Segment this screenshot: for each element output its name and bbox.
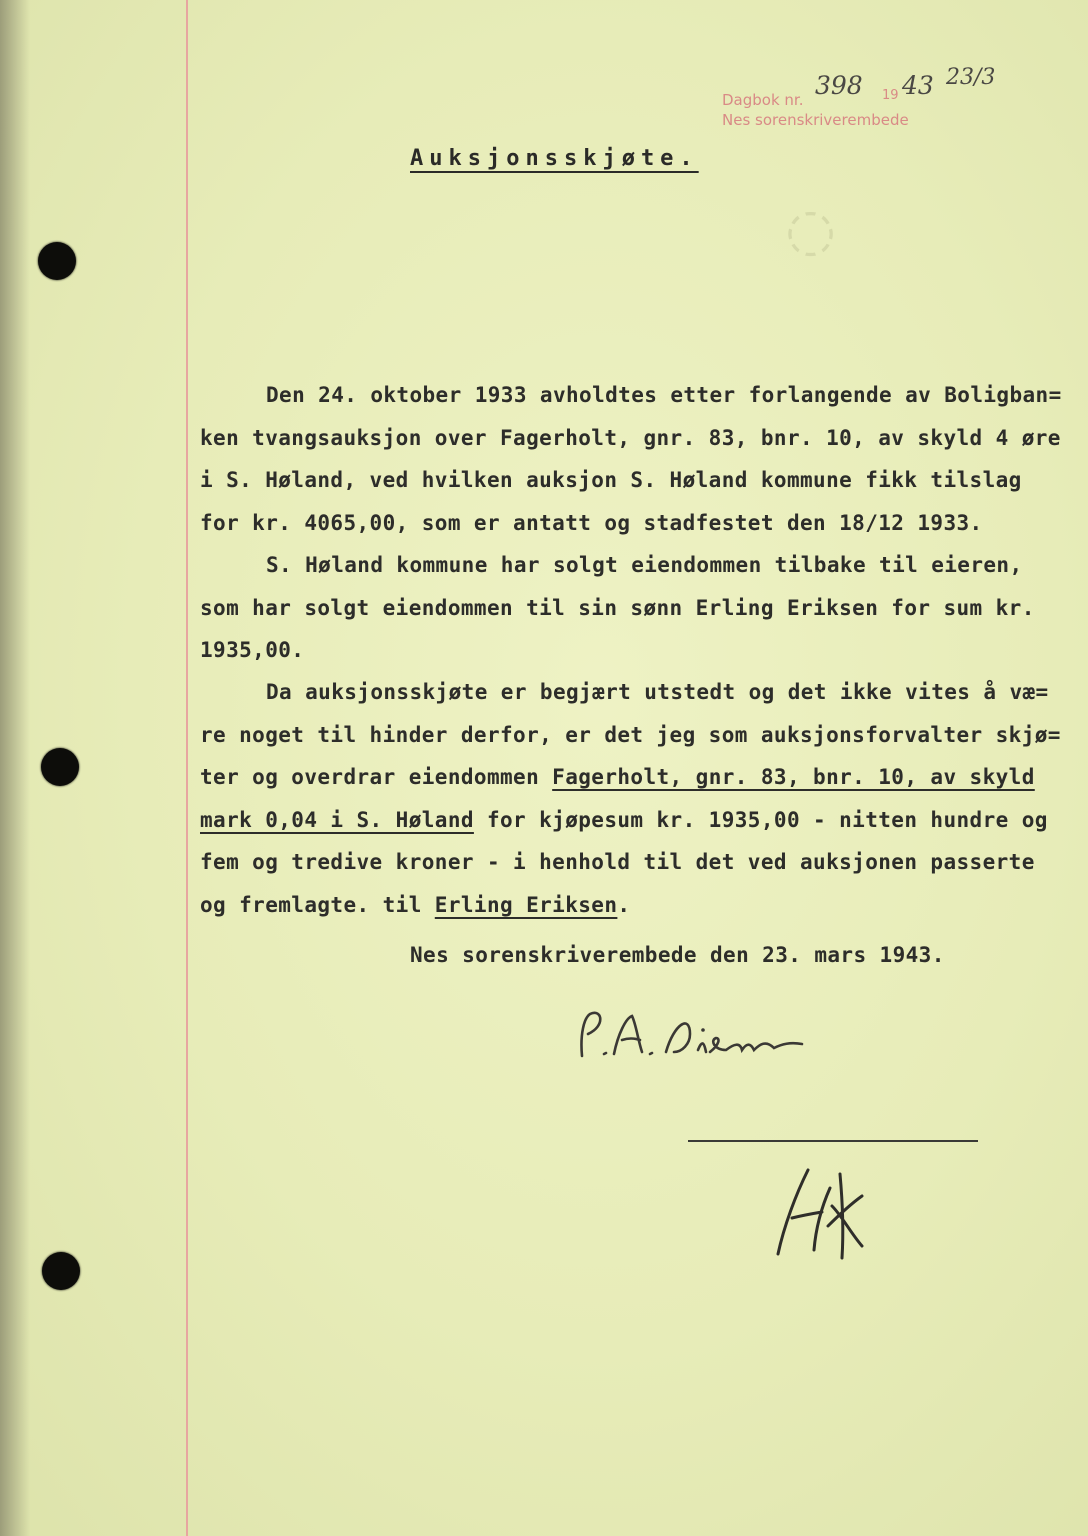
text-line: for kr. 4065,00, som er antatt og stadfestet den 18/12 1933. <box>200 510 983 535</box>
text-line: fem og tredive kroner - i henhold til det ved auksjonen passerte <box>200 850 1035 875</box>
registry-stamp <box>722 65 996 130</box>
paragraph-1 <box>200 374 1060 544</box>
text-line: som har solgt eiendommen til sin sønn Erling Eriksen for sum kr. <box>200 595 1035 620</box>
punch-hole <box>38 242 76 280</box>
text-line: Da auksjonsskjøte er begjært utstedt og det ikke vites å væ= <box>266 680 1049 704</box>
underlined-property-name: Fagerholt, gnr. 83, bnr. 10, av skyld <box>552 765 1035 790</box>
underlined-property-value: mark 0,04 i S. Høland <box>200 807 474 832</box>
handwritten-signature <box>570 1004 860 1074</box>
stamp-label-office: Nes sorenskriverembede <box>722 111 909 129</box>
faint-background-mark: ◌ <box>781 208 850 260</box>
punch-hole <box>42 1252 80 1290</box>
text-line: S. Høland kommune har solgt eiendommen tilbake til eieren, <box>266 553 1023 577</box>
place-and-date: Nes sorenskriverembede den 23. mars 1943. <box>410 943 945 967</box>
text-segment: for kjøpesum kr. 1935,00 - nitten hundre og <box>473 807 1048 832</box>
paragraph-3 <box>200 671 1060 927</box>
stamp-year-prefix: 19 <box>882 88 899 103</box>
document-title: Auksjonsskjøte. <box>410 146 699 171</box>
underlined-buyer-name: Erling Eriksen <box>434 892 618 917</box>
signature-line <box>688 1140 978 1142</box>
stamp-journal-number: 398 <box>815 71 863 100</box>
text-segment: og fremlagte. til <box>200 892 435 917</box>
handwritten-initials <box>770 1166 880 1266</box>
text-line: re noget til hinder derfor, er det jeg som auksjonsforvalter skjø= <box>200 722 1061 747</box>
stamp-label-dagbok: Dagbok nr. <box>722 91 804 109</box>
text-line: 1935,00. <box>200 638 305 663</box>
text-segment: . <box>617 892 631 917</box>
page-edge-shadow <box>0 0 30 1536</box>
text-line <box>200 884 1060 927</box>
text-line: Den 24. oktober 1933 avholdtes etter forlangende av Boligban= <box>266 383 1062 407</box>
paragraph-2 <box>200 544 1060 672</box>
stamp-date: 23/3 <box>946 65 996 90</box>
punch-hole <box>41 748 79 786</box>
text-segment: ter og overdrar eiendommen <box>200 765 553 790</box>
text-line: i S. Høland, ved hvilken auksjon S. Høland kommune fikk tilslag <box>200 468 1022 493</box>
stamp-year: 43 <box>902 71 934 100</box>
margin-line <box>186 0 188 1536</box>
text-line <box>200 799 1060 842</box>
text-line: ken tvangsauksjon over Fagerholt, gnr. 83, bnr. 10, av skyld 4 øre <box>200 425 1061 450</box>
text-line <box>200 756 1060 799</box>
